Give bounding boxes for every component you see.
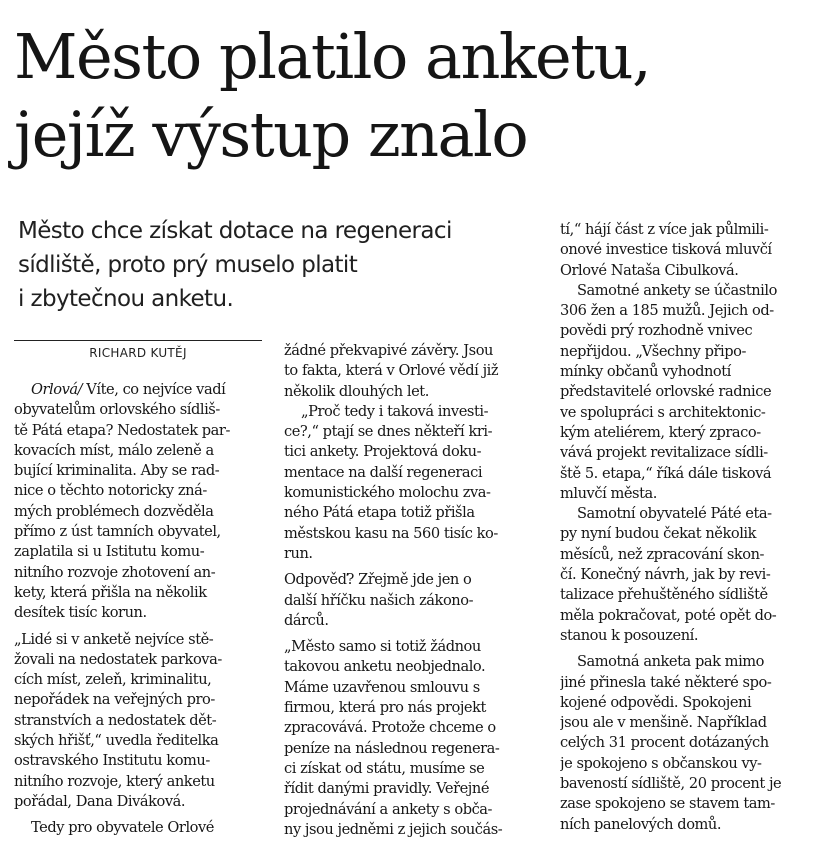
dateline-place: Orlová/ — [31, 381, 83, 398]
text-line: zase spokojeno se stavem tam- — [560, 795, 775, 813]
text-line: run. — [284, 544, 313, 562]
text-line: čí. Konečný návrh, jak by revi- — [560, 566, 771, 584]
text-line: stranstvích a nedostatek dět- — [14, 711, 217, 729]
text-line: bující kriminalita. Aby se rad- — [14, 462, 220, 480]
text-line: Máme uzavřenou smlouvu s — [284, 678, 480, 696]
text-line: zpracovává. Protože chceme o — [284, 719, 496, 737]
text-line: měla pokračovat, poté opět do- — [560, 606, 777, 624]
text-line: přímo z úst tamních obyvatel, — [14, 523, 221, 541]
text-line: talizace přehuštěného sídliště — [560, 586, 768, 604]
text-line: takovou anketu neobjednalo. — [284, 658, 486, 676]
text-line: kovacích míst, málo zeleně a — [14, 441, 214, 459]
text-line: vává projekt revitalizace sídli- — [560, 444, 768, 462]
text-line: ve spolupráci s architektonic- — [560, 403, 766, 421]
headline-line: Město platilo anketu, — [14, 20, 651, 93]
text-line: firmou, která pro nás projekt — [284, 699, 486, 717]
text-line — [14, 380, 264, 400]
text-line: povědi prý rozhodně vnivec — [560, 322, 753, 340]
text-line: mentace na další regeneraci — [284, 463, 483, 481]
text-line: Samotné ankety se účastnilo — [577, 281, 777, 299]
headline — [14, 18, 804, 174]
text-line: ských hřišť,“ uvedla ředitelka — [14, 732, 219, 750]
text-line: několik dlouhých let. — [284, 382, 429, 400]
text-line: Odpověď? Zřejmě jde jen o — [284, 571, 472, 589]
text-fragment: Víte, co nejvíce vadí — [82, 381, 226, 398]
text-line: je spokojeno s občanskou vy- — [560, 754, 762, 772]
text-line: řídit danými pravidly. Veřejné — [284, 780, 490, 798]
text-line: Orlové Nataša Cibulková. — [560, 261, 739, 279]
lead-paragraph — [18, 214, 548, 316]
text-line: stanou k posouzení. — [560, 626, 699, 644]
text-line: Samotní obyvatelé Páté eta- — [577, 505, 772, 523]
text-line: Samotná anketa pak mimo — [577, 653, 765, 671]
text-line: jsou ale v menšině. Například — [560, 714, 767, 732]
text-line: tí,“ hájí část z více jak půlmili- — [560, 221, 769, 238]
lead-line: i zbytečnou anketu. — [18, 286, 234, 312]
article-column-2 — [284, 341, 536, 840]
text-line: „Lidé si v anketě nejvíce stě- — [14, 630, 214, 648]
text-line: žádné překvapivé závěry. Jsou — [284, 342, 493, 359]
text-line: to fakta, která v Orlové vědí již — [284, 362, 499, 380]
article-column-3 — [560, 220, 806, 835]
text-line: dárců. — [284, 611, 329, 629]
text-line: mých problémech dozvěděla — [14, 502, 214, 520]
text-line: žovali na nedostatek parkova- — [14, 650, 222, 668]
text-line: ného Pátá etapa totiž přišla — [284, 504, 475, 522]
text-line: nitního rozvoje zhotovení an- — [14, 563, 216, 581]
text-line: nepořádek na veřejných pro- — [14, 691, 215, 709]
text-line: nice o těchto notoricky zná- — [14, 482, 207, 500]
text-line: Tedy pro obyvatele Orlové — [31, 819, 214, 837]
text-line: ních panelových domů. — [560, 815, 722, 833]
text-line: komunistického molochu zva- — [284, 484, 491, 502]
text-line: zaplatila si u Istitutu komu- — [14, 543, 205, 561]
text-line: jiné přinesla také některé spo- — [560, 673, 772, 691]
text-line: celých 31 procent dotázaných — [560, 734, 769, 752]
text-line: představitelé orlovské radnice — [560, 383, 772, 401]
text-line: tici ankety. Projektová doku- — [284, 443, 482, 461]
text-line: projednávání a ankety s obča- — [284, 800, 493, 818]
headline-line: jejíž výstup znalo — [14, 98, 528, 171]
text-line: ci získat od státu, musíme se — [284, 759, 485, 777]
text-line: mluvčí města. — [560, 484, 657, 502]
article-column-1 — [14, 380, 264, 839]
lead-line: sídliště, proto prý muselo platit — [18, 252, 358, 278]
text-line: peníze na následnou regenera- — [284, 739, 500, 757]
lead-line: Město chce získat dotace na regeneraci — [18, 218, 452, 244]
text-line: kojené odpovědi. Spokojeni — [560, 693, 752, 711]
text-line: nepřijdou. „Všechny připo- — [560, 342, 746, 360]
text-line: „Město samo si totiž žádnou — [284, 638, 481, 656]
text-line: tě Pátá etapa? Nedostatek par- — [14, 421, 230, 439]
text-line: cích míst, zeleň, kriminalitu, — [14, 671, 212, 689]
text-line: desítek tisíc korun. — [14, 604, 147, 622]
text-line: ště 5. etapa,“ říká dále tisková — [560, 464, 772, 482]
text-line: ny jsou jedněmi z jejich součás- — [284, 820, 503, 838]
text-line: onové investice tisková mluvčí — [560, 241, 772, 259]
text-line: kety, která přišla na několik — [14, 583, 207, 601]
text-line: kým ateliérem, který zpraco- — [560, 423, 761, 441]
text-line: další hříčku našich zákono- — [284, 591, 474, 609]
text-line: 306 žen a 185 mužů. Jejich od- — [560, 302, 774, 320]
text-line: py nyní budou čekat několik — [560, 525, 757, 543]
text-line: měsíců, než zpracování skon- — [560, 545, 765, 563]
text-line: mínky občanů vyhodnotí — [560, 363, 731, 381]
text-line: pořádal, Dana Diváková. — [14, 792, 186, 810]
text-line: nitního rozvoje, který anketu — [14, 772, 215, 790]
text-line: obyvatelům orlovského sídliš- — [14, 401, 220, 419]
text-line: městskou kasu na 560 tisíc ko- — [284, 524, 498, 542]
text-line: „Proč tedy i taková investi- — [301, 402, 489, 420]
byline: RICHARD KUTĚJ — [14, 340, 262, 360]
text-line: baveností sídliště, 20 procent je — [560, 775, 782, 793]
text-line: ce?,“ ptají se dnes někteří kri- — [284, 423, 493, 441]
text-line: ostravského Institutu komu- — [14, 752, 210, 770]
